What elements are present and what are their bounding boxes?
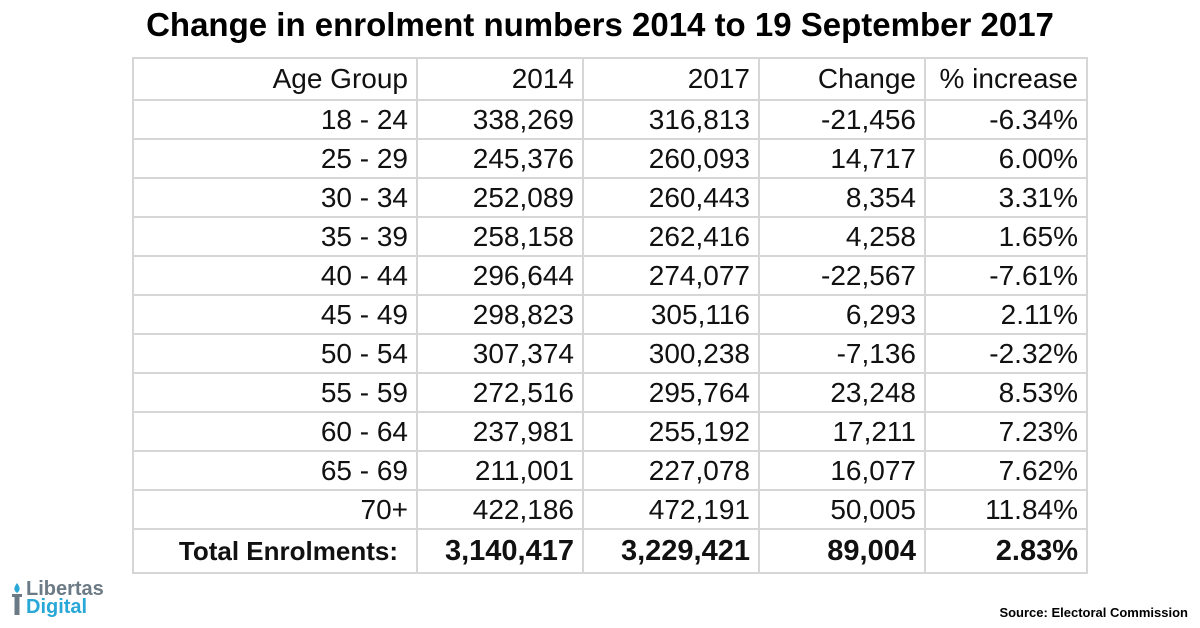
value-2017-cell: 305,116: [583, 295, 759, 334]
age-group-cell: 35 - 39: [133, 217, 417, 256]
percent-increase-cell: 7.62%: [925, 451, 1087, 490]
value-2017-cell: 295,764: [583, 373, 759, 412]
value-2017-cell: 262,416: [583, 217, 759, 256]
change-cell: -22,567: [759, 256, 925, 295]
percent-increase-cell: 8.53%: [925, 373, 1087, 412]
table-row: [133, 373, 1087, 412]
table-row: [133, 139, 1087, 178]
change-cell: 6,293: [759, 295, 925, 334]
enrolment-table: [132, 57, 1088, 574]
age-group-cell: 55 - 59: [133, 373, 417, 412]
age-group-cell: 40 - 44: [133, 256, 417, 295]
total-row: [133, 529, 1087, 573]
age-group-cell: 65 - 69: [133, 451, 417, 490]
value-2017-cell: 255,192: [583, 412, 759, 451]
source-note: Source: Electoral Commission: [999, 605, 1188, 620]
percent-increase-cell: -7.61%: [925, 256, 1087, 295]
change-cell: -7,136: [759, 334, 925, 373]
value-2014-cell: 272,516: [417, 373, 583, 412]
value-2017-cell: 472,191: [583, 490, 759, 529]
value-2014-cell: 296,644: [417, 256, 583, 295]
logo-text-libertas: Libertas: [26, 578, 104, 600]
value-2017-cell: 260,093: [583, 139, 759, 178]
age-group-cell: 30 - 34: [133, 178, 417, 217]
table-row: [133, 217, 1087, 256]
value-2017-cell: 316,813: [583, 100, 759, 139]
change-cell: -21,456: [759, 100, 925, 139]
change-cell: 16,077: [759, 451, 925, 490]
column-header-age-group: Age Group: [133, 58, 417, 100]
column-header-value-2017: 2017: [583, 58, 759, 100]
table-row: [133, 334, 1087, 373]
value-2017-cell: 227,078: [583, 451, 759, 490]
change-cell: 4,258: [759, 217, 925, 256]
change-cell: 50,005: [759, 490, 925, 529]
change-cell: 23,248: [759, 373, 925, 412]
age-group-cell: 50 - 54: [133, 334, 417, 373]
percent-increase-cell: 11.84%: [925, 490, 1087, 529]
column-header-percent-increase: % increase: [925, 58, 1087, 100]
value-2017-cell: 300,238: [583, 334, 759, 373]
total-change-cell: 89,004: [759, 529, 925, 573]
age-group-cell: 70+: [133, 490, 417, 529]
percent-increase-cell: -2.32%: [925, 334, 1087, 373]
value-2017-cell: 260,443: [583, 178, 759, 217]
torch-icon: [10, 582, 24, 616]
column-header-value-2014: 2014: [417, 58, 583, 100]
percent-increase-cell: 1.65%: [925, 217, 1087, 256]
change-cell: 14,717: [759, 139, 925, 178]
column-header-change: Change: [759, 58, 925, 100]
change-cell: 8,354: [759, 178, 925, 217]
total-percent-increase-cell: 2.83%: [925, 529, 1087, 573]
value-2014-cell: 245,376: [417, 139, 583, 178]
age-group-cell: 45 - 49: [133, 295, 417, 334]
value-2014-cell: 307,374: [417, 334, 583, 373]
age-group-cell: 60 - 64: [133, 412, 417, 451]
value-2017-cell: 274,077: [583, 256, 759, 295]
percent-increase-cell: 6.00%: [925, 139, 1087, 178]
table-row: [133, 412, 1087, 451]
value-2014-cell: 252,089: [417, 178, 583, 217]
value-2014-cell: 422,186: [417, 490, 583, 529]
percent-increase-cell: 7.23%: [925, 412, 1087, 451]
table-row: [133, 451, 1087, 490]
age-group-cell: 18 - 24: [133, 100, 417, 139]
age-group-cell: 25 - 29: [133, 139, 417, 178]
value-2014-cell: 237,981: [417, 412, 583, 451]
value-2014-cell: 298,823: [417, 295, 583, 334]
percent-increase-cell: 2.11%: [925, 295, 1087, 334]
table-header-row: [133, 58, 1087, 100]
total-value-2014-cell: 3,140,417: [417, 529, 583, 573]
table-row: [133, 100, 1087, 139]
libertas-digital-logo: [10, 578, 120, 618]
value-2014-cell: 211,001: [417, 451, 583, 490]
table-row: [133, 490, 1087, 529]
value-2014-cell: 338,269: [417, 100, 583, 139]
table-row: [133, 256, 1087, 295]
percent-increase-cell: 3.31%: [925, 178, 1087, 217]
table-row: [133, 178, 1087, 217]
percent-increase-cell: -6.34%: [925, 100, 1087, 139]
table-row: [133, 295, 1087, 334]
value-2014-cell: 258,158: [417, 217, 583, 256]
change-cell: 17,211: [759, 412, 925, 451]
logo-text-digital: Digital: [26, 596, 88, 618]
total-value-2017-cell: 3,229,421: [583, 529, 759, 573]
total-age-group-cell: Total Enrolments:: [133, 529, 417, 573]
page-title: Change in enrolment numbers 2014 to 19 September 2017: [146, 6, 1054, 43]
